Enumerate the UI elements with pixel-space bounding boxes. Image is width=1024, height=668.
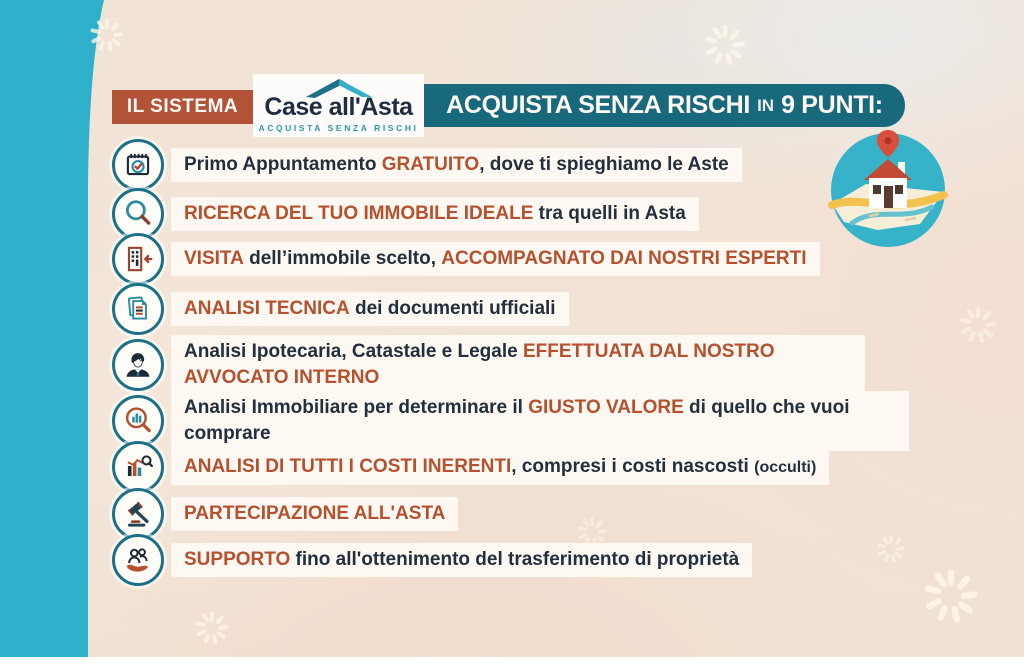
brand-name: Case all'Asta [264, 93, 413, 121]
brand-logo [253, 74, 424, 137]
list-item-8 [112, 488, 458, 540]
sparkle-icon [958, 305, 998, 345]
calendar-check-icon [112, 139, 164, 191]
valuation-search-icon [112, 395, 164, 447]
list-item-text: VISITA dell’immobile scelto, ACCOMPAGNATO DAI NOSTRI ESPERTI [171, 242, 820, 276]
sparkle-icon [876, 534, 906, 564]
gavel-icon [112, 488, 164, 540]
lawyer-icon [112, 339, 164, 391]
list-item-3 [112, 233, 820, 285]
sparkle-icon [89, 17, 125, 53]
system-badge-label: IL SISTEMA [126, 96, 239, 117]
sparkle-icon [703, 23, 747, 67]
brand-tagline: ACQUISTA SENZA RISCHI [258, 123, 419, 133]
banner-points: 9 PUNTI: [781, 91, 883, 119]
costs-chart-icon [112, 441, 164, 493]
sparkle-icon [194, 610, 230, 646]
house-map-pin-illustration [818, 124, 958, 252]
banner-lead: ACQUISTA SENZA RISCHI [446, 91, 751, 119]
list-item-text: Primo Appuntamento GRATUITO, dove ti spieghiamo le Aste [171, 148, 742, 182]
list-item-5 [112, 335, 865, 395]
list-item-4 [112, 283, 569, 335]
left-accent-bar [0, 0, 110, 668]
sparkle-icon [922, 567, 980, 625]
system-badge [112, 90, 253, 124]
list-item-7 [112, 441, 829, 493]
building-visit-icon [112, 233, 164, 285]
list-item-text: SUPPORTO fino all'ottenimento del trasferimento di proprietà [171, 543, 752, 577]
list-item-text: Analisi Ipotecaria, Catastale e Legale EFFETTUATA DAL NOSTRO AVVOCATO INTERNO [171, 335, 865, 395]
headline-banner [424, 84, 905, 127]
documents-icon [112, 283, 164, 335]
list-item-text: RICERCA DEL TUO IMMOBILE IDEALE tra quelli in Asta [171, 197, 699, 231]
banner-connector: IN [757, 95, 775, 115]
list-item-text: PARTECIPAZIONE ALL'ASTA [171, 497, 458, 531]
support-hand-icon [112, 534, 164, 586]
list-item-1 [112, 139, 742, 191]
list-item-9 [112, 534, 752, 586]
list-item-text: ANALISI TECNICA dei documenti ufficiali [171, 292, 569, 326]
list-item-text: ANALISI DI TUTTI I COSTI INERENTI, compresi i costi nascosti (occulti) [171, 450, 829, 485]
bottom-border [0, 657, 1024, 668]
list-item-text: Analisi Immobiliare per determinare il GIUSTO VALORE di quello che vuoi comprare [171, 391, 909, 451]
